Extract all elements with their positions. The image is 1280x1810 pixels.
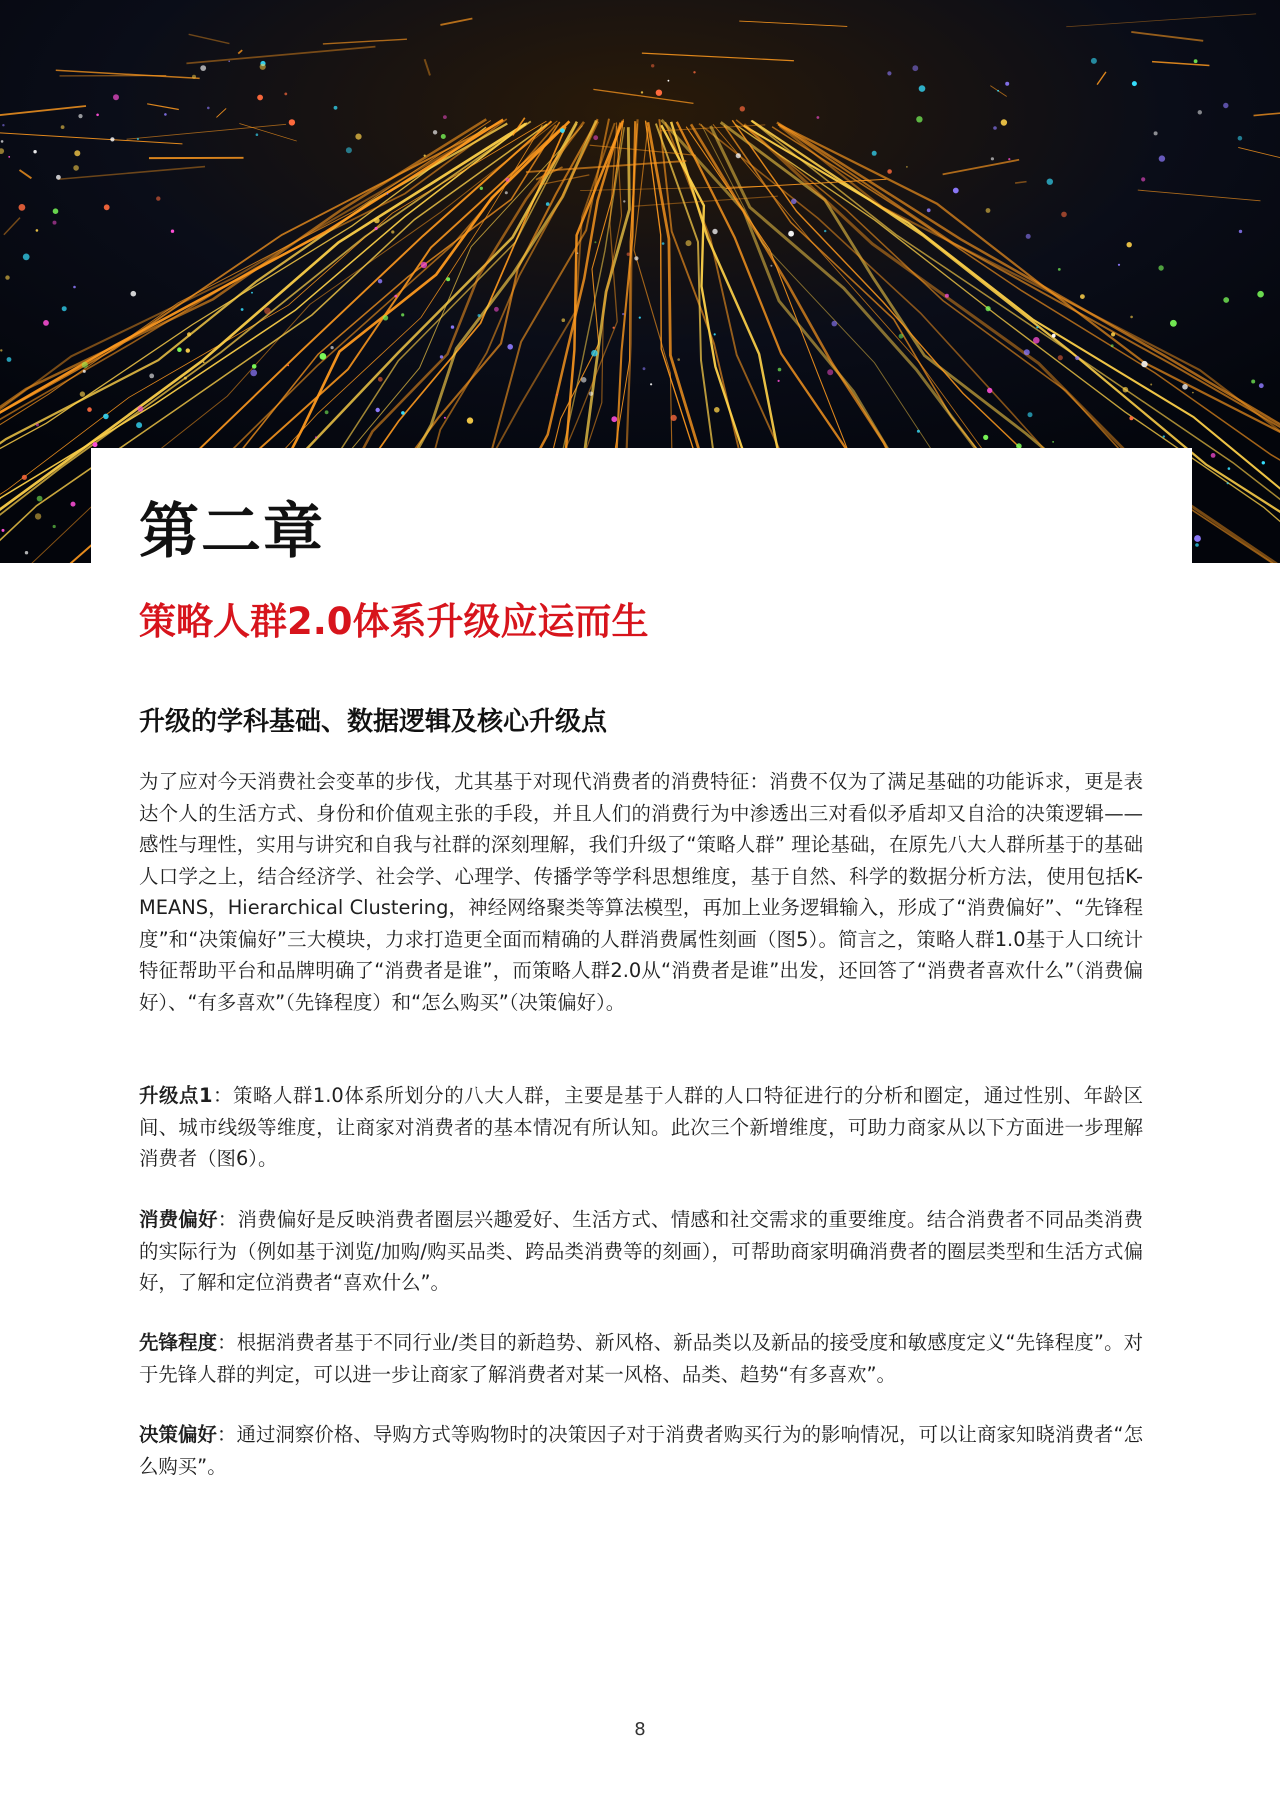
light-dot (1195, 543, 1199, 547)
light-dot (1154, 131, 1158, 135)
term-label: 升级点1 (139, 1084, 213, 1107)
light-dot (440, 355, 443, 358)
light-dot (1141, 177, 1145, 181)
light-dot (83, 370, 86, 373)
light-dot (1194, 535, 1201, 542)
light-dot (171, 230, 174, 233)
light-dot (1132, 81, 1137, 86)
light-dot (136, 422, 142, 428)
light-dot (467, 417, 473, 423)
light-dot (256, 133, 259, 136)
light-dot (1150, 384, 1152, 386)
light-dot (912, 65, 918, 71)
light-dot (478, 314, 481, 317)
light-dot (35, 513, 41, 519)
light-dot (250, 370, 257, 377)
light-dot (906, 166, 908, 168)
light-dot (1127, 242, 1132, 247)
light-dot (331, 346, 334, 349)
light-dot (19, 204, 26, 211)
light-dot (284, 93, 287, 96)
light-dot (346, 147, 352, 153)
light-dot (991, 157, 994, 160)
light-dot (589, 392, 593, 396)
light-dot (791, 199, 797, 205)
section-heading: 升级的学科基础、数据逻辑及核心升级点 (139, 707, 608, 737)
light-dot (1159, 155, 1165, 161)
light-dot (899, 334, 904, 339)
light-dot (207, 107, 210, 110)
light-dot (104, 204, 110, 210)
light-dot (424, 155, 426, 157)
light-dot (7, 357, 12, 362)
light-dot (827, 369, 833, 375)
light-dot (103, 414, 109, 420)
light-dot (1211, 453, 1216, 458)
light-dot (228, 61, 230, 63)
light-dot (770, 265, 772, 267)
light-dot (131, 291, 137, 297)
light-dot (110, 137, 114, 141)
light-dot (78, 114, 82, 118)
light-dot (186, 348, 190, 352)
light-dot (43, 320, 49, 326)
light-dot (505, 191, 508, 194)
chapter-title: 第二章 (139, 497, 325, 567)
light-dot (53, 221, 57, 225)
light-dot (997, 90, 999, 92)
light-dot (560, 128, 565, 133)
light-dot (62, 306, 67, 311)
light-dot (2, 124, 4, 126)
light-dot (650, 383, 652, 385)
light-dot (444, 417, 446, 419)
light-dot (1251, 380, 1255, 384)
light-dot (817, 116, 820, 119)
light-dot (832, 321, 838, 327)
term-label: 消费偏好 (139, 1208, 218, 1231)
light-dot (394, 295, 397, 298)
light-dot (93, 442, 98, 447)
light-dot (1130, 316, 1133, 319)
light-dot (662, 242, 665, 245)
light-dot (1259, 383, 1264, 388)
light-dot (1111, 344, 1114, 347)
light-dot (1257, 291, 1264, 298)
light-dot (1033, 337, 1040, 344)
intro-paragraph: 为了应对今天消费社会变革的步伐，尤其基于对现代消费者的消费特征：消费不仅为了满足基础的功能诉求，更是表达个人的生活方式、身份和价值观主张的手段，并且人们的消费行为中渗透出三对看似矛盾却又自洽的决策逻辑——感性与理性，实用与讲究和自我与社群的深刻理解，我们升级了“策略人群” 理论基础，在原先八大人群所基于的基础人口学之上，结合经济学、社会学、心理学、传播学等学科思想维度，基于自然、科学的数据分析方法，使用包括K-MEANS，Hierarchical Clustering，神经网络聚类等算法模型，再加上业务逻辑输入，形成了“消费偏好”、“先锋程度”和“决策偏好”三大模块，力求打造更全面而精确的人群消费属性刻画（图5）。简言之，策略人群1.0基于人口统计特征帮助平台和品牌明确了“消费者是谁”，而策略人群2.0从“消费者是谁”出发，还回答了“消费者喜欢什么”（消费偏好）、“有多喜欢”（先锋程度）和“怎么购买”（决策偏好）。 (139, 770, 1143, 1014)
light-dot (187, 332, 191, 336)
light-dot (712, 229, 717, 234)
light-dot (480, 187, 483, 190)
light-dot (1, 140, 4, 143)
light-dot (622, 313, 624, 315)
light-dot (113, 94, 119, 100)
light-dot (137, 138, 139, 140)
light-dot (138, 406, 144, 412)
light-dot (656, 90, 662, 96)
light-dot (421, 262, 427, 268)
light-dot (627, 253, 630, 256)
light-dot (320, 353, 327, 360)
light-dot (73, 165, 79, 171)
paragraph-text: ：根据消费者基于不同行业/类目的新趋势、新风格、新品类以及新品的接受度和敏感度定义“先锋程度”。对于先锋人群的判定，可以进一步让商家了解消费者对某一风格、品类、趋势“有多喜欢”。 (139, 1331, 1144, 1386)
light-dot (378, 377, 383, 382)
light-dot (37, 496, 43, 502)
light-dot (73, 286, 76, 289)
light-dot (251, 292, 253, 294)
light-dot (446, 277, 450, 281)
light-dot (287, 365, 289, 367)
light-dot (651, 64, 654, 67)
light-dot (315, 436, 317, 438)
light-dot (1123, 387, 1129, 393)
light-dot (252, 364, 257, 369)
light-dot (824, 230, 826, 232)
light-dot (1194, 59, 1198, 63)
light-dot (383, 315, 388, 320)
light-dot (740, 106, 745, 111)
chapter-subtitle: 策略人群2.0体系升级应运而生 (139, 600, 649, 643)
light-dot (778, 380, 780, 382)
light-dot (391, 230, 394, 233)
light-dot (164, 113, 167, 116)
light-dot (184, 377, 187, 380)
light-dot (594, 241, 596, 243)
light-dot (916, 116, 922, 122)
light-dot (686, 240, 692, 246)
light-dot (80, 391, 85, 396)
light-dot (61, 125, 65, 129)
light-dot (1262, 461, 1265, 464)
light-dot (33, 150, 36, 153)
light-dot (546, 202, 550, 206)
light-dot (355, 134, 361, 140)
light-dot (443, 115, 447, 119)
light-dot (433, 130, 437, 134)
light-dot (56, 175, 61, 180)
paragraph-consumption-preference (139, 1204, 1143, 1299)
light-dot (1198, 110, 1202, 114)
light-dot (1228, 467, 1231, 470)
light-dot (0, 349, 2, 351)
light-dot (927, 208, 931, 212)
light-dot (1028, 412, 1033, 417)
light-dot (374, 218, 380, 224)
light-dot (736, 153, 741, 158)
light-dot (203, 361, 205, 363)
light-dot (639, 317, 641, 319)
light-dot (993, 126, 997, 130)
light-dot (200, 65, 206, 71)
light-dot (1141, 361, 1147, 367)
light-dot (5, 275, 9, 279)
light-dot (325, 410, 329, 414)
light-dot (25, 551, 28, 554)
light-dot (441, 134, 446, 139)
light-dot (668, 80, 670, 82)
light-dot (1158, 265, 1163, 270)
light-dot (1223, 297, 1229, 303)
light-dot (1182, 384, 1188, 390)
light-dot (788, 231, 794, 237)
light-dot (401, 411, 405, 415)
light-dot (1001, 119, 1007, 125)
light-dot (96, 114, 99, 117)
light-dot (1026, 234, 1031, 239)
light-dot (919, 85, 926, 92)
light-dot (591, 350, 598, 357)
light-dot (953, 188, 959, 194)
light-dot (260, 64, 266, 70)
light-dot (23, 254, 30, 261)
light-dot (2, 529, 5, 532)
light-dot (611, 416, 617, 422)
light-dot (1061, 212, 1067, 218)
light-dot (149, 374, 154, 379)
light-dot (1058, 268, 1061, 271)
light-dot (1052, 441, 1054, 443)
light-dot (714, 333, 716, 335)
light-dot (1080, 294, 1085, 299)
light-dot (917, 430, 920, 433)
light-dot (156, 196, 160, 200)
light-dot (1163, 435, 1165, 437)
light-dot (375, 227, 378, 230)
light-dot (378, 279, 382, 283)
light-dot (887, 169, 892, 174)
paragraph-text: ：消费偏好是反映消费者圈层兴趣爱好、生活方式、情感和社交需求的重要维度。结合消费者不同品类消费的实际行为（例如基于浏览/加购/购买品类、跨品类消费等的刻画），可帮助商家明确消费者的圈层类型和生活方式偏好，了解和定位消费者“喜欢什么”。 (139, 1208, 1144, 1294)
light-dot (1239, 230, 1242, 233)
light-dot (643, 367, 646, 370)
light-dot (376, 408, 380, 412)
light-dot (945, 294, 949, 298)
light-dot (505, 178, 509, 182)
light-dot (577, 252, 579, 254)
light-dot (1008, 158, 1010, 160)
light-dot (36, 423, 39, 426)
light-dot (1005, 82, 1009, 86)
term-label: 决策偏好 (139, 1423, 217, 1446)
page-number: 8 (634, 1719, 646, 1740)
light-dot (241, 308, 244, 311)
light-dot (192, 75, 196, 79)
light-dot (581, 377, 587, 383)
light-dot (264, 308, 271, 315)
light-dot (562, 318, 566, 322)
light-dot (1075, 356, 1079, 360)
light-dot (986, 306, 991, 311)
light-dot (1118, 264, 1120, 266)
light-dot (53, 525, 56, 528)
light-dot (593, 135, 598, 140)
light-dot (451, 325, 454, 328)
paragraph-text: ：通过洞察价格、导购方式等购物时的决策因子对于消费者购买行为的影响情况，可以让商家知晓消费者“怎么购买”。 (139, 1423, 1144, 1478)
light-dot (1024, 349, 1030, 355)
light-dot (8, 156, 10, 158)
light-dot (693, 71, 695, 73)
light-dot (671, 415, 677, 421)
light-dot (334, 106, 338, 110)
light-dot (87, 407, 92, 412)
light-dot (714, 407, 720, 413)
light-dot (677, 358, 680, 361)
light-dot (507, 344, 513, 350)
light-dot (387, 193, 389, 195)
light-dot (1111, 332, 1115, 336)
term-label: 先锋程度 (139, 1331, 218, 1354)
light-dot (887, 71, 891, 75)
light-dot (71, 502, 76, 507)
paragraph-text: ：策略人群1.0体系所划分的八大人群，主要是基于人群的人口特征进行的分析和圈定，通过性别、年龄区间、城市线级等维度，让商家对消费者的基本情况有所认知。此次三个新增维度，可助力商家从以下方面进一步理解消费者（图6）。 (139, 1084, 1143, 1170)
light-dot (872, 151, 877, 156)
light-dot (987, 388, 992, 393)
paragraph-upgrade-point-1 (139, 1080, 1143, 1175)
light-dot (1223, 103, 1228, 108)
paragraph-decision-preference (139, 1419, 1143, 1482)
light-dot (1052, 334, 1056, 338)
light-dot (36, 229, 39, 232)
light-dot (1036, 326, 1038, 328)
light-dot (1058, 355, 1063, 360)
light-dot (983, 435, 988, 440)
paragraph-pioneer-degree (139, 1327, 1143, 1390)
light-dot (1227, 482, 1229, 484)
light-dot (494, 307, 499, 312)
light-dot (778, 368, 782, 372)
light-dot (257, 95, 263, 101)
light-dot (1192, 392, 1194, 394)
light-dot (986, 208, 991, 213)
light-dot (613, 327, 615, 329)
light-dot (22, 475, 27, 480)
light-dot (1129, 416, 1133, 420)
light-dot (1170, 320, 1177, 327)
light-dot (634, 256, 638, 260)
light-dot (289, 119, 295, 125)
light-dot (556, 394, 558, 396)
light-dot (82, 362, 88, 368)
light-dot (641, 91, 643, 93)
light-dot (401, 313, 404, 316)
light-dot (1091, 58, 1097, 64)
light-dot (1047, 179, 1053, 185)
light-dot (74, 150, 80, 156)
light-dot (1238, 136, 1243, 141)
light-dot (177, 347, 182, 352)
light-dot (623, 200, 625, 202)
light-dot (53, 208, 59, 214)
